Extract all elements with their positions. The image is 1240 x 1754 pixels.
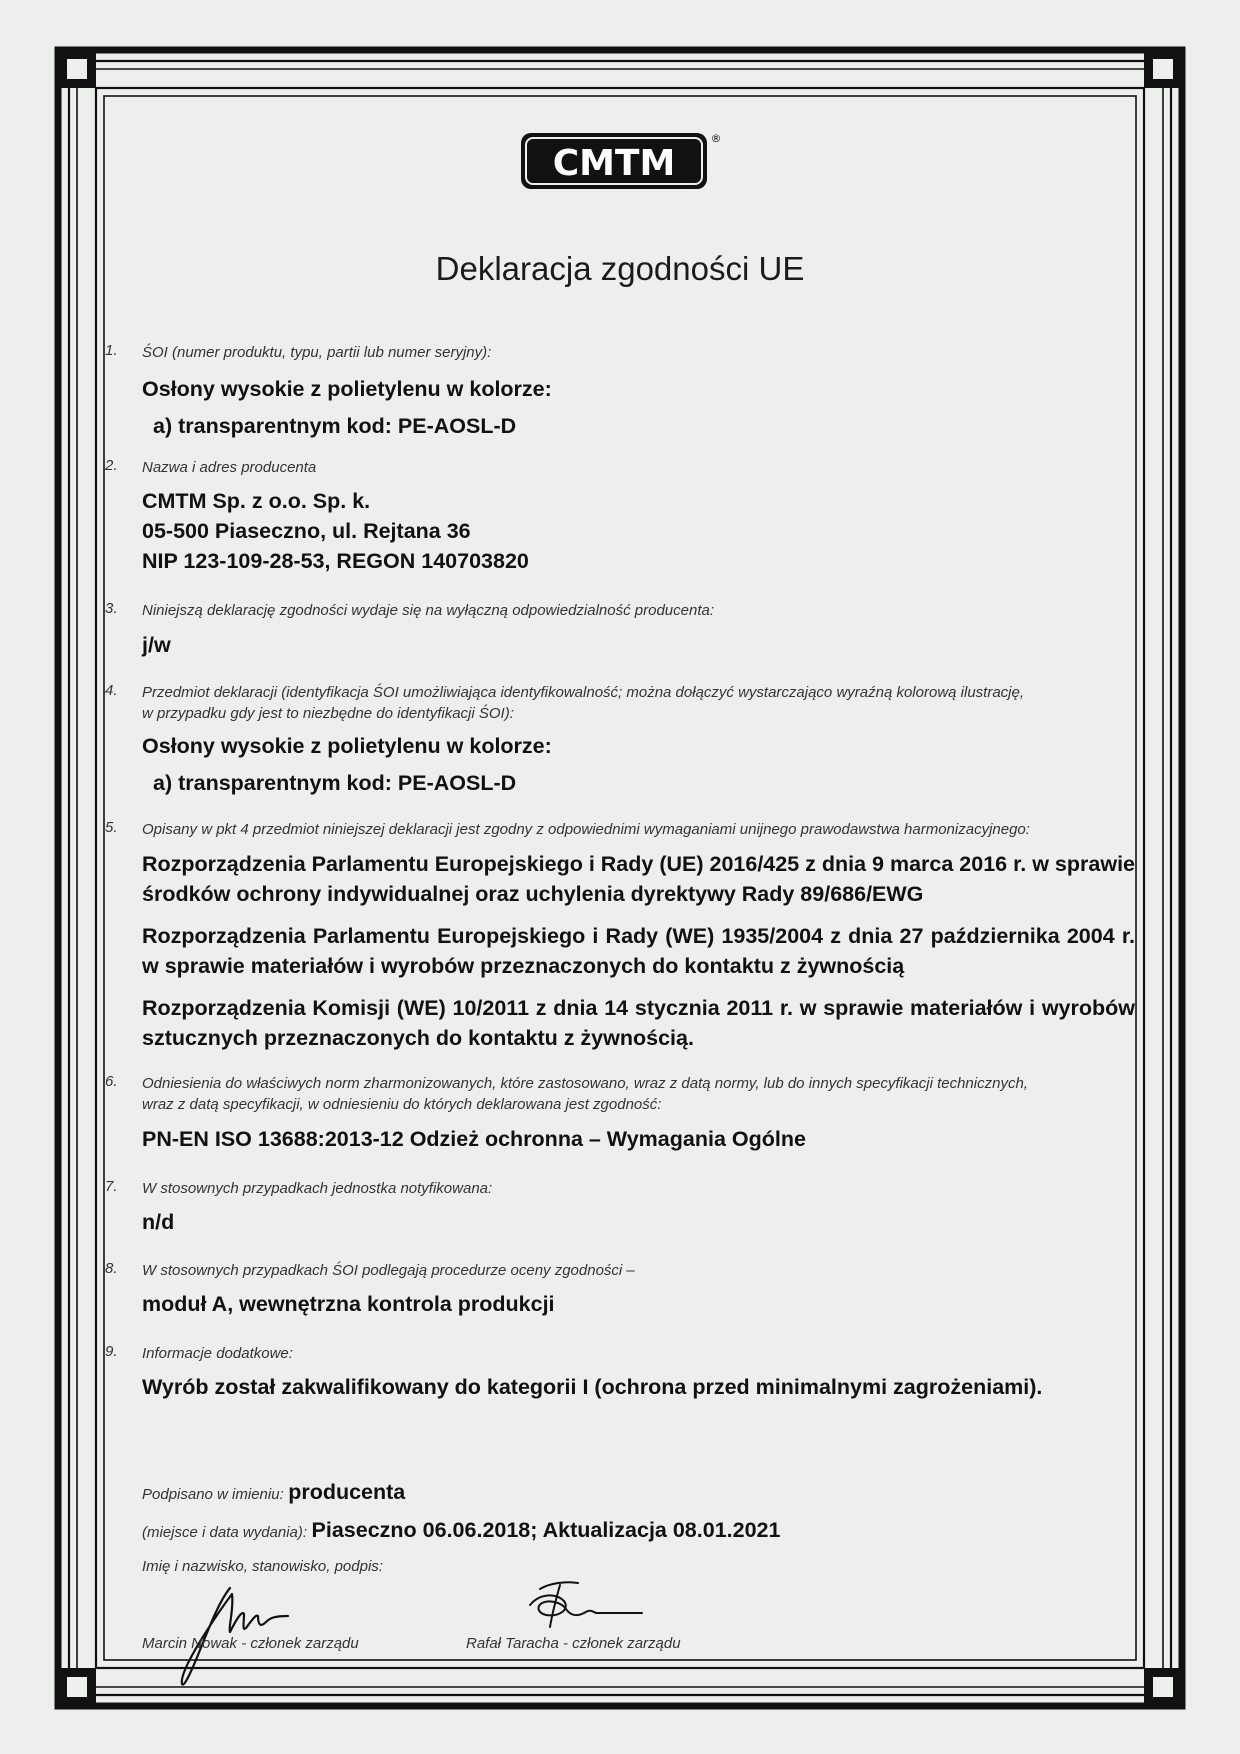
signer-1: Marcin Nowak - członek zarządu [142,1635,359,1652]
producer-ids: NIP 123-109-28-53, REGON 140703820 [142,549,529,573]
item-number: 3. [105,600,118,617]
item-label-line: Przedmiot deklaracji (identyfikacja ŚOI umożliwiająca identyfikowalność; można dołączyć wystarczająco wyraźną kolorową ilustrację, [142,684,1025,701]
logo-text: CMTM [552,143,676,184]
signer-2: Rafał Taracha - członek zarządu [466,1635,681,1652]
registered-mark: ® [710,132,722,145]
item-number: 1. [105,342,118,359]
item-number: 2. [105,457,118,474]
regulation-3: Rozporządzenia Komisji (WE) 10/2011 z dnia 14 stycznia 2011 r. w sprawie materiałów i wyrobów sztucznych przeznaczonych do kontaktu z żywnością. [142,996,1135,1050]
item-value: n/d [142,1210,175,1234]
item-value-sub: a) transparentnym kod: PE-AOSL-D [153,414,517,438]
place-label: (miejsce i data wydania): [142,1524,308,1541]
item-5 [105,819,1135,1053]
item-value: PN-EN ISO 13688:2013-12 Odzież ochronna – Wymagania Ogólne [142,1127,806,1151]
cmtm-logo [519,130,722,190]
item-value: Wyrób został zakwalifikowany do kategorii I (ochrona przed minimalnymi zagrożeniami). [142,1375,1043,1399]
item-label: Informacje dodatkowe: [142,1345,293,1362]
item-number: 9. [105,1343,118,1360]
signed-value: producenta [288,1480,406,1504]
item-label: Nazwa i adres producenta [142,459,317,476]
name-position-label [142,1558,383,1576]
item-number: 5. [105,819,118,836]
item-label-line: wraz z datą specyfikacji, w odniesieniu do których deklarowana jest zgodność: [142,1096,662,1113]
regulation-1: Rozporządzenia Parlamentu Europejskiego i Rady (UE) 2016/425 z dnia 9 marca 2016 r. w sprawie środków ochrony indywidualnej oraz uchylenia dyrektywy Rady 89/686/EWG [142,852,1135,906]
item-1 [105,342,1135,441]
name-label: Imię i nazwisko, stanowisko, podpis: [142,1558,383,1575]
regulation-2: Rozporządzenia Parlamentu Europejskiego i Rady (WE) 1935/2004 z dnia 27 października 2004 r. w sprawie materiałów i wyrobów przeznaczonych do kontaktu z żywnością [142,924,1135,978]
place-value: Piaseczno 06.06.2018; Aktualizacja 08.01.2021 [311,1518,781,1542]
item-label: Opisany w pkt 4 przedmiot niniejszej deklaracji jest zgodny z odpowiednimi wymaganiami unijnego prawodawstwa harmonizacyjnego: [142,821,1030,838]
item-label-line: w przypadku gdy jest to niezbędne do identyfikacji ŚOI): [142,705,514,722]
item-number: 7. [105,1178,118,1195]
item-value: moduł A, wewnętrzna kontrola produkcji [142,1292,555,1316]
item-label: ŚOI (numer produktu, typu, partii lub numer seryjny): [142,344,492,361]
item-number: 6. [105,1073,118,1090]
item-value: Osłony wysokie z polietylenu w kolorze: [142,734,552,758]
item-label-line: Odniesienia do właściwych norm zharmonizowanych, które zastosowano, wraz z datą normy, lub do innych specyfikacji technicznych, [142,1075,1028,1092]
item-7 [105,1178,1135,1237]
item-label: W stosownych przypadkach ŚOI podlegają procedurze oceny zgodności – [142,1262,635,1279]
producer-address: 05-500 Piaseczno, ul. Rejtana 36 [142,519,471,543]
item-value: Osłony wysokie z polietylenu w kolorze: [142,377,552,401]
signed-on-behalf [142,1480,405,1505]
item-4 [105,682,1135,798]
item-value-sub: a) transparentnym kod: PE-AOSL-D [153,771,517,795]
document-title: Deklaracja zgodności UE [435,250,805,287]
place-date [142,1518,780,1543]
item-8 [105,1260,1135,1319]
signed-label: Podpisano w imieniu: [142,1486,284,1503]
item-9 [105,1343,1135,1402]
producer-name: CMTM Sp. z o.o. Sp. k. [142,489,371,513]
item-value: j/w [142,633,171,657]
item-label: W stosownych przypadkach jednostka notyfikowana: [142,1180,493,1197]
item-number: 4. [105,682,118,699]
signature-2-image [520,1575,650,1635]
item-label: Niniejszą deklarację zgodności wydaje się na wyłączną odpowiedzialność producenta: [142,602,714,619]
item-6 [105,1073,1135,1154]
item-2 [105,457,1135,576]
item-3 [105,600,1135,660]
item-number: 8. [105,1260,118,1277]
